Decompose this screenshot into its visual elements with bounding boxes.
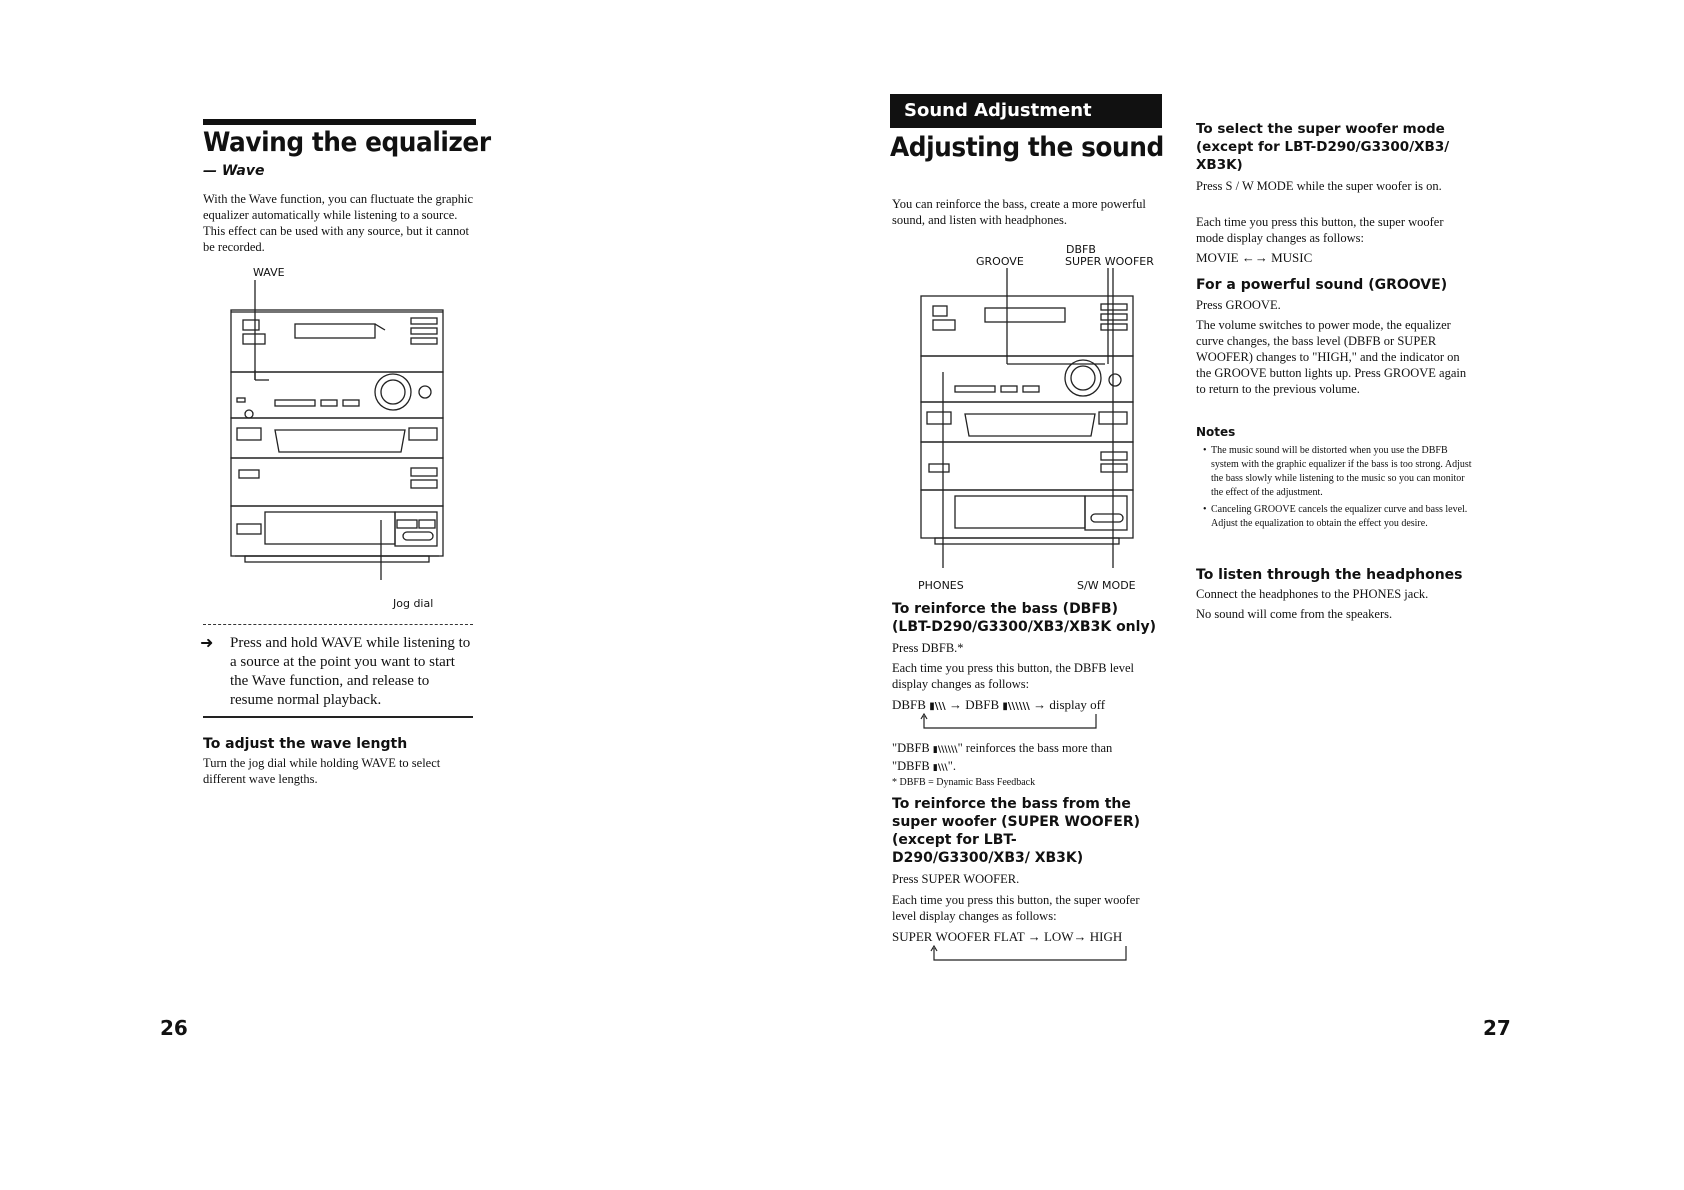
headphones-text-2: No sound will come from the speakers. <box>1196 607 1393 621</box>
bars-large-icon: ▮\\\\\\ <box>932 745 958 755</box>
dbfb-flow-step-2: → DBFB <box>948 697 1000 712</box>
super-woofer-flow: SUPER WOOFER FLAT → LOW→ HIGH <box>892 929 1123 944</box>
headphones-text-1: Connect the headphones to the PHONES jack. <box>1196 587 1429 601</box>
bars-large-icon: ▮\\\\\\ <box>1002 701 1030 712</box>
notes-list <box>1203 444 1473 534</box>
headphones-heading: To listen through the headphones <box>1196 567 1463 583</box>
dbfb-note-part-b: " reinforces the bass more than <box>957 741 1113 755</box>
sw-mode-flow: MOVIE ←→ MUSIC <box>1196 250 1313 265</box>
page-number-right: 27 <box>1483 1016 1511 1040</box>
super-woofer-loop-arrow <box>930 944 1130 964</box>
super-woofer-label: SUPER WOOFER <box>1065 255 1154 268</box>
bars-small-icon: ▮\\\ <box>932 763 948 773</box>
super-woofer-press: Press SUPER WOOFER. <box>892 872 1020 886</box>
sw-mode-heading: To select the super woofer mode (except for LBT-D290/G3300/XB3/ XB3K) <box>1196 121 1450 173</box>
arrow-icon: ➜ <box>200 633 214 652</box>
groove-heading: For a powerful sound (GROOVE) <box>1196 277 1448 293</box>
dbfb-note <box>892 740 1167 776</box>
wave-label: WAVE <box>253 266 285 279</box>
stereo-illustration-wave <box>225 280 450 590</box>
groove-label: GROOVE <box>976 255 1024 268</box>
note-item: • Canceling GROOVE cancels the equalizer curve and bass level. Adjust the equalization to obtain the effect you desire. <box>1211 503 1473 531</box>
dbfb-label: DBFB <box>1066 243 1096 256</box>
instruction-top-rule <box>203 624 473 625</box>
wave-length-text: Turn the jog dial while holding WAVE to select different wave lengths. <box>203 756 441 786</box>
dbfb-flow-step-1: DBFB <box>892 697 926 712</box>
instruction-text: Press and hold WAVE while listening to a source at the point you want to start the Wave function, and release to resume normal playback. <box>230 635 471 708</box>
dbfb-note-part-c: "DBFB <box>892 759 930 773</box>
dbfb-footnote: * DBFB = Dynamic Bass Feedback <box>892 777 1036 788</box>
intro-paragraph: With the Wave function, you can fluctuate the graphic equalizer automatically while listening to a source. This effect can be used with any source, but it cannot be recorded. <box>203 192 474 254</box>
dbfb-press: Press DBFB.* <box>892 641 964 655</box>
note-item: • The music sound will be distorted when you use the DBFB system with the graphic equalizer if the bass is too strong. Adjust the bass slowly while listening to the music so you can monitor the effect of the adjustment. <box>1211 444 1473 500</box>
dbfb-loop-arrow <box>920 712 1100 732</box>
heading-rule <box>203 119 476 125</box>
section-intro: You can reinforce the bass, create a more powerful sound, and listen with headphones. <box>892 197 1146 227</box>
bars-small-icon: ▮\\\ <box>929 701 946 712</box>
instruction-bottom-rule <box>203 716 473 718</box>
section-title: Adjusting the sound <box>890 132 1164 163</box>
dbfb-note-part-d: ". <box>947 759 956 773</box>
page-subtitle: — Wave <box>203 163 265 179</box>
groove-text: The volume switches to power mode, the equalizer curve changes, the bass level (DBFB or SUPER WOOFER) changes to "HIGH," and the indicator on the GROOVE button lights up. Press GROOVE again to return to the previous volume. <box>1196 318 1467 396</box>
stereo-illustration-sound <box>915 268 1140 573</box>
sw-mode-press: Press S / W MODE while the super woofer is on. <box>1196 179 1442 193</box>
sw-mode-each: Each time you press this button, the super woofer mode display changes as follows: <box>1196 215 1444 245</box>
dbfb-note-part-a: "DBFB <box>892 741 930 755</box>
super-woofer-heading: To reinforce the bass from the super woofer (SUPER WOOFER) (except for LBT-D290/G3300/XB3/ XB3K) <box>892 796 1141 866</box>
phones-label: PHONES <box>918 579 964 592</box>
dbfb-flow <box>892 697 1105 713</box>
page-number-left: 26 <box>160 1016 188 1040</box>
dbfb-heading: To reinforce the bass (DBFB) (LBT-D290/G3300/XB3/XB3K only) <box>892 601 1156 635</box>
sw-mode-label: S/W MODE <box>1077 579 1136 592</box>
super-woofer-each: Each time you press this button, the super woofer level display changes as follows: <box>892 893 1140 923</box>
groove-press: Press GROOVE. <box>1196 298 1281 312</box>
notes-heading: Notes <box>1196 425 1236 439</box>
dbfb-flow-step-3: → display off <box>1033 697 1106 712</box>
jog-dial-label: Jog dial <box>393 597 434 610</box>
page-title: Waving the equalizer <box>203 127 491 158</box>
wave-length-heading: To adjust the wave length <box>203 736 408 752</box>
dbfb-each: Each time you press this button, the DBFB level display changes as follows: <box>892 661 1134 691</box>
section-banner: Sound Adjustment <box>890 94 1162 128</box>
